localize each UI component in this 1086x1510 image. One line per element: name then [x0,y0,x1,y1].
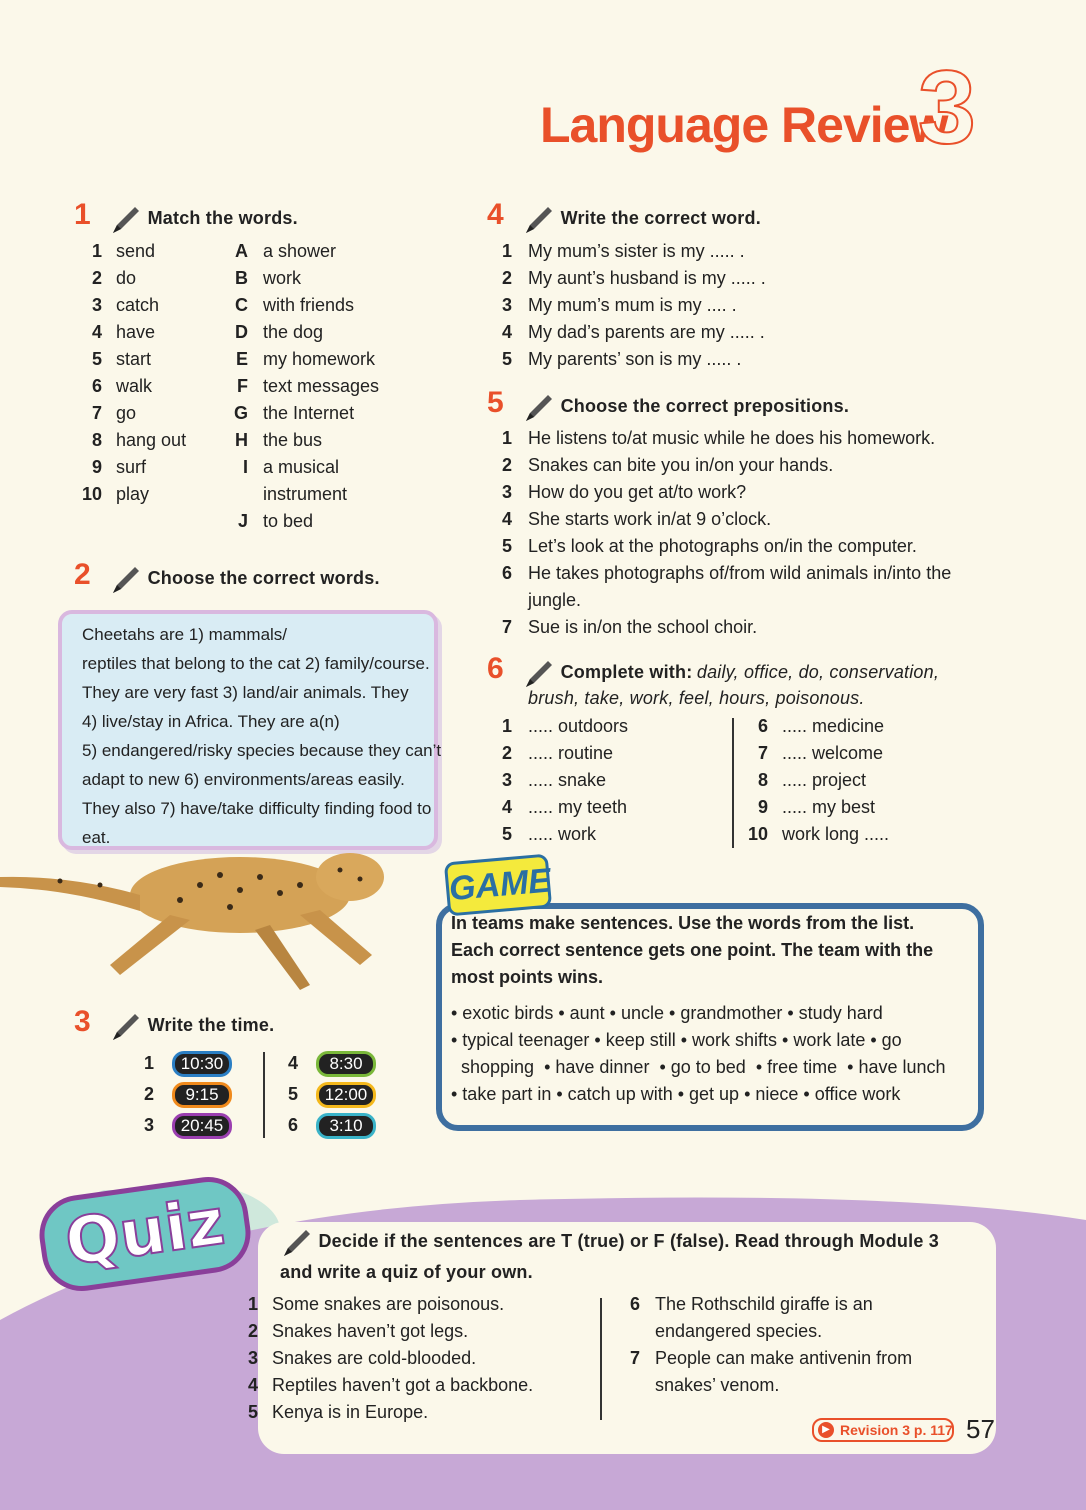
item-text: a shower [263,241,337,261]
item-number: 4 [501,509,512,529]
item-number: 6 [629,1294,640,1314]
list-item [74,265,136,292]
item-text: do [116,268,137,288]
item-number: 2 [91,268,102,288]
quiz-instruction: Decide if the sentences are T (true) or F (false). Read through Module 3 [318,1231,939,1252]
exercise-4-header [487,198,761,237]
list-item [492,740,613,767]
revision-link[interactable] [812,1418,954,1442]
item-text: hang out [116,430,187,450]
list-item [492,614,757,641]
exercise-instruction: Choose the correct words. [147,568,380,588]
list-item [492,265,766,292]
item-number: 3 [247,1348,258,1368]
item-number: 2 [143,1084,154,1104]
item-text: My mum’s sister is my ..... . [528,241,745,261]
item-text: text messages [263,376,380,396]
item-number: 5 [501,349,512,369]
game-label: GAME [447,861,553,909]
list-item [492,292,737,319]
divider [263,1052,265,1138]
item-number: 5 [501,536,512,556]
item-text: My dad’s parents are my ..... . [528,322,765,342]
pencil-icon [522,391,556,425]
item-text: play [116,484,150,504]
item-number: 6 [91,376,102,396]
list-item [492,794,627,821]
list-item [492,560,951,587]
exercise-instruction: Match the words. [147,208,298,228]
item-text: endangered species. [655,1321,823,1341]
item-text: He takes photographs of/from wild animals in/into the [528,563,952,583]
item-text: walk [116,376,153,396]
time-item [284,1112,376,1139]
item-text: He listens to/at music while he does his homework. [528,428,936,448]
game-line: Each correct sentence gets one point. The team with the [451,940,934,960]
item-number: 1 [501,716,512,736]
exercise-instruction: Complete with: [560,662,693,682]
item-text: Let’s look at the photographs on/in the computer. [528,536,917,556]
list-item [492,319,765,346]
text-line: 4) live/stay in Africa. They are a(n) [82,712,340,731]
list-item [226,427,322,454]
list-item [74,292,159,319]
cheetah-illustration [0,815,440,995]
time-item [140,1112,232,1139]
list-item [240,1345,476,1372]
item-number: 7 [91,403,102,423]
exercise-2-header [74,558,380,597]
item-number: 6 [757,716,768,736]
item-number: 10 [81,484,102,504]
item-number: 3 [501,482,512,502]
quiz-logo-text: Quiz [60,1185,229,1281]
text-line: reptiles that belong to the cat 2) family/course. [82,654,430,673]
item-number: J [237,511,248,531]
list-item [740,713,884,740]
digital-clock: 12:00 [316,1082,376,1108]
item-number: 3 [501,770,512,790]
item-number: 3 [143,1115,154,1135]
item-number: 7 [757,743,768,763]
item-number: D [235,322,248,342]
item-text: ..... work [528,824,597,844]
game-words: • take part in • catch up with • get up • niece • office work [451,1084,901,1104]
item-text: send [116,241,156,261]
exercise-instruction: Write the correct word. [560,208,761,228]
item-number: 4 [501,797,512,817]
list-item [620,1345,912,1372]
item-number: 3 [501,295,512,315]
item-text: snakes’ venom. [655,1375,780,1395]
item-text: ..... routine [528,743,614,763]
game-line: In teams make sentences. Use the words from the list. [451,913,915,933]
word-list-2: brush, take, work, feel, hours, poisonous. [528,688,865,708]
item-number: 9 [91,457,102,477]
item-number: 1 [247,1294,258,1314]
item-number: 4 [91,322,102,342]
item-text: Snakes are cold-blooded. [272,1348,477,1368]
text-line: adapt to new 6) environments/areas easily. [82,770,405,789]
pencil-icon [522,203,556,237]
item-text: Snakes can bite you in/on your hands. [528,455,834,475]
list-item [74,319,155,346]
item-number: B [235,268,248,288]
item-text: ..... snake [528,770,607,790]
list-item [620,1318,822,1345]
item-number: 7 [501,617,512,637]
item-number: 1 [91,241,102,261]
list-item [226,454,339,481]
list-item [226,481,347,508]
exercise-3-header [74,1005,274,1044]
list-item [226,292,354,319]
list-item [492,713,628,740]
item-number: C [235,295,248,315]
list-item [226,265,301,292]
list-item [226,373,379,400]
item-number: 8 [91,430,102,450]
word-list: daily, office, do, conservation, [696,662,940,682]
time-item [140,1050,232,1077]
item-number: 1 [501,241,512,261]
divider [732,718,734,848]
forward-icon: ▶ [818,1422,834,1438]
item-text: Sue is in/on the school choir. [528,617,758,637]
item-number: 1 [501,428,512,448]
item-number: 2 [501,455,512,475]
list-item [620,1291,873,1318]
pencil-icon [109,203,143,237]
page-title: Language Review [540,97,948,153]
exercise-6-header [487,652,939,691]
pencil-icon [280,1226,314,1260]
item-text: ..... my teeth [528,797,628,817]
exercise-number: 1 [74,198,91,231]
cheetah-text-box [58,610,442,850]
item-text: The Rothschild giraffe is an [655,1294,873,1314]
list-item [240,1372,533,1399]
item-number: 5 [91,349,102,369]
quiz-header [280,1226,939,1260]
item-number: A [235,241,248,261]
digital-clock: 20:45 [172,1113,232,1139]
list-item [226,508,313,535]
list-item [240,1399,428,1426]
item-number: 5 [501,824,512,844]
list-item [240,1291,504,1318]
text-line: eat. [82,828,111,847]
list-item [492,821,596,848]
item-text: Some snakes are poisonous. [272,1294,505,1314]
item-text: instrument [263,484,348,504]
item-number: 5 [287,1084,298,1104]
item-number: 6 [287,1115,298,1135]
unit-number: 3 [918,50,976,166]
pencil-icon [109,1010,143,1044]
item-text: People can make antivenin from [655,1348,913,1368]
exercise-number: 5 [487,386,504,419]
list-item [492,506,771,533]
item-number: 2 [501,743,512,763]
digital-clock: 3:10 [316,1113,376,1139]
list-item [492,479,746,506]
pencil-icon [109,563,143,597]
list-item [740,794,875,821]
item-text: have [116,322,156,342]
time-item [284,1081,376,1108]
page-number: 57 [966,1414,995,1444]
item-text: my homework [263,349,376,369]
exercise-instruction: Choose the correct prepositions. [560,396,850,416]
game-line: most points wins. [451,967,604,987]
item-number: F [237,376,248,396]
list-item [620,1372,779,1399]
item-text: a musical [263,457,340,477]
item-number: 5 [247,1402,258,1422]
game-words: shopping • have dinner • go to bed • free time • have lunch [451,1057,946,1077]
exercise-1-header [74,198,298,237]
text-line: 5) endangered/risky species because they can’t [82,741,442,760]
item-text: work long ..... [782,824,890,844]
item-text: work [263,268,302,288]
item-text: Snakes haven’t got legs. [272,1321,469,1341]
time-item [140,1081,232,1108]
item-number: 7 [629,1348,640,1368]
list-item [226,400,354,427]
list-item [492,346,741,373]
exercise-number: 2 [74,558,91,591]
item-text: ..... welcome [782,743,884,763]
item-number: 4 [287,1053,298,1073]
item-number: 2 [501,268,512,288]
item-number: 9 [757,797,768,817]
item-text: surf [116,457,147,477]
item-number: I [242,457,248,477]
item-number: 8 [757,770,768,790]
item-number: 10 [747,824,768,844]
item-text: ..... my best [782,797,876,817]
list-item [74,427,186,454]
item-text: the bus [263,430,323,450]
game-words: • exotic birds • aunt • uncle • grandmother • study hard [451,1003,883,1023]
list-item [492,533,917,560]
item-number: 2 [247,1321,258,1341]
exercise-number: 4 [487,198,504,231]
time-item [284,1050,376,1077]
exercise-instruction: Write the time. [147,1015,275,1035]
list-item [74,346,151,373]
item-text: with friends [263,295,355,315]
exercise-number: 3 [74,1005,91,1038]
list-item [226,238,336,265]
text-line: They are very fast 3) land/air animals. They [82,683,409,702]
exercise-5-header [487,386,849,425]
item-text: ..... medicine [782,716,885,736]
game-tag [444,854,552,917]
item-text: My aunt’s husband is my ..... . [528,268,766,288]
item-number: H [235,430,248,450]
divider [600,1298,602,1420]
pencil-icon [522,657,556,691]
item-number: 4 [501,322,512,342]
item-text: Reptiles haven’t got a backbone. [272,1375,534,1395]
item-text: How do you get at/to work? [528,482,747,502]
game-words: • typical teenager • keep still • work shifts • work late • go [451,1030,902,1050]
exercise-number: 6 [487,652,504,685]
item-number: 3 [91,295,102,315]
text-line: They also 7) have/take difficulty finding food to [82,799,432,818]
item-text: catch [116,295,160,315]
item-text: to bed [263,511,314,531]
item-text: ..... project [782,770,867,790]
item-text: My parents’ son is my ..... . [528,349,742,369]
revision-label: Revision 3 p. 117 [840,1422,953,1438]
list-item [492,587,581,614]
list-item [492,238,745,265]
item-text: start [116,349,152,369]
list-item [226,319,323,346]
list-item [492,425,935,452]
item-text: ..... outdoors [528,716,629,736]
item-number: 1 [143,1053,154,1073]
item-number: E [235,349,248,369]
item-text: She starts work in/at 9 o’clock. [528,509,772,529]
list-item [740,821,889,848]
list-item [240,1318,468,1345]
list-item [74,400,136,427]
list-item [740,740,883,767]
list-item [74,238,155,265]
list-item [74,373,152,400]
item-number: G [233,403,248,423]
item-text: My mum’s mum is my .... . [528,295,737,315]
item-text: jungle. [528,590,582,610]
item-number: 6 [501,563,512,583]
digital-clock: 9:15 [172,1082,232,1108]
digital-clock: 8:30 [316,1051,376,1077]
list-item [74,481,149,508]
quiz-instruction-2: and write a quiz of your own. [280,1262,533,1282]
item-text: go [116,403,137,423]
list-item [740,767,866,794]
item-text: the Internet [263,403,355,423]
list-item [492,452,833,479]
list-item [74,454,146,481]
item-text: Kenya is in Europe. [272,1402,429,1422]
text-line: Cheetahs are 1) mammals/ [82,625,288,644]
item-text: the dog [263,322,324,342]
digital-clock: 10:30 [172,1051,232,1077]
list-item [492,767,606,794]
list-item [226,346,375,373]
item-number: 4 [247,1375,258,1395]
